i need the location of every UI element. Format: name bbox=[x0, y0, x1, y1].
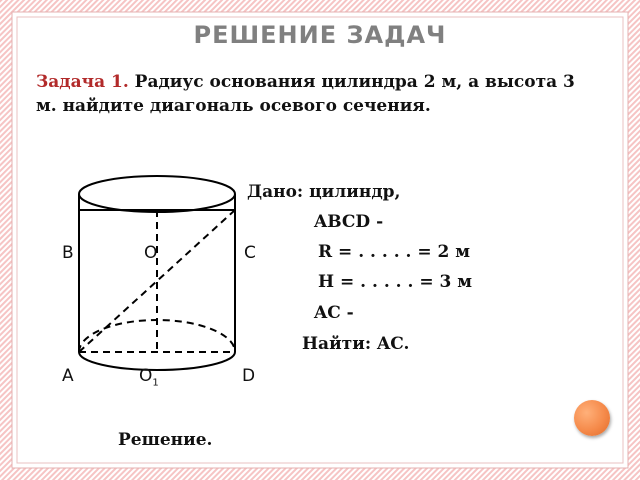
decorative-orange-circle bbox=[574, 400, 610, 436]
slide-title: РЕШЕНИЕ ЗАДАЧ bbox=[193, 21, 447, 49]
point-d-label: D bbox=[242, 366, 256, 386]
given-line-r: R = . . . . . = 2 м bbox=[318, 242, 471, 262]
given-line-ac: AC - bbox=[314, 303, 354, 323]
find-line: Найти: AC. bbox=[302, 334, 410, 354]
task-label: Задача 1. bbox=[36, 72, 129, 92]
point-o1-label: $O_1$ bbox=[139, 366, 159, 389]
point-b-label: B bbox=[62, 243, 74, 263]
given-line-h: H = . . . . . = 3 м bbox=[318, 272, 473, 292]
top-base-ellipse bbox=[79, 176, 235, 212]
given-header: Дано: цилиндр, bbox=[247, 182, 401, 202]
task-text: Радиус основания цилиндра 2 м, а высота 3 м. найдите диагональ осевого сечения. bbox=[36, 72, 575, 116]
solution-label: Решение. bbox=[118, 430, 213, 450]
point-a-label: A bbox=[62, 366, 74, 386]
point-c-label: C bbox=[244, 243, 256, 263]
given-line-abcd: ABCD - bbox=[314, 212, 384, 232]
point-o-label: O bbox=[144, 243, 158, 263]
